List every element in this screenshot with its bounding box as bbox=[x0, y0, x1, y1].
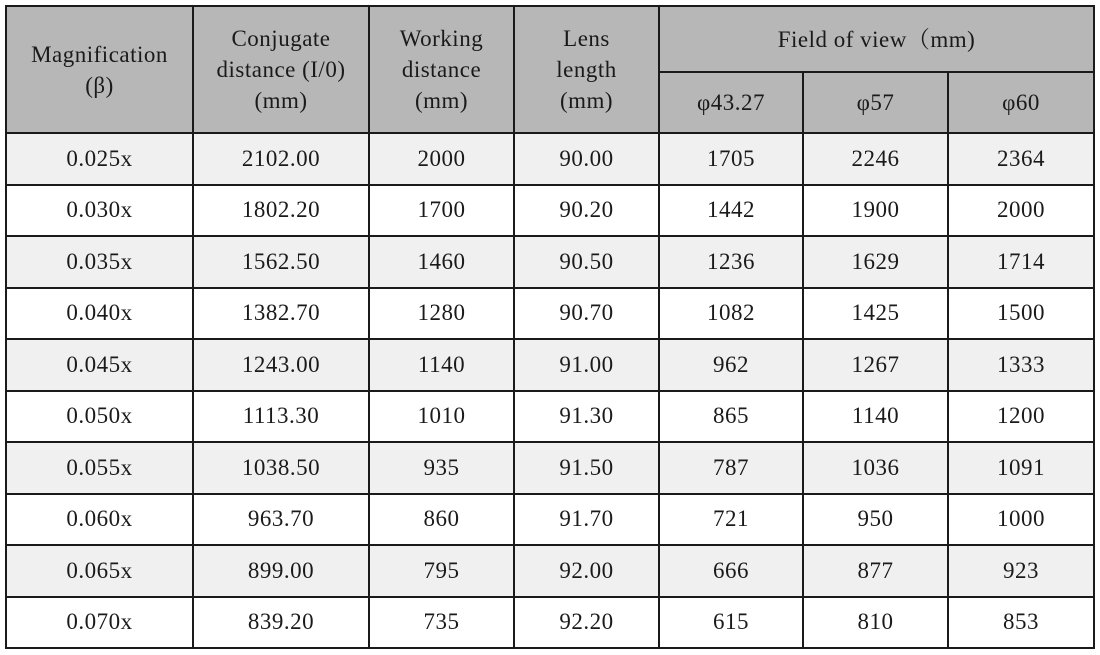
cell-lens-length: 92.00 bbox=[514, 545, 659, 597]
table-row bbox=[6, 133, 1094, 185]
cell-lens-length: 91.30 bbox=[514, 391, 659, 443]
cell-lens-length: 91.50 bbox=[514, 442, 659, 494]
cell-fov-60: 1200 bbox=[948, 391, 1094, 443]
cell-working-distance: 860 bbox=[369, 494, 514, 546]
cell-lens-length: 90.00 bbox=[514, 133, 659, 185]
cell-fov-60: 1091 bbox=[948, 442, 1094, 494]
header-field-of-view: Field of view（mm) bbox=[659, 6, 1094, 72]
cell-conjugate-distance: 1562.50 bbox=[193, 236, 369, 288]
cell-fov-57: 810 bbox=[803, 597, 948, 649]
header-conjugate-distance: Conjugate distance (I/0) (mm) bbox=[193, 6, 369, 133]
header-working-distance: Working distance (mm) bbox=[369, 6, 514, 133]
cell-fov-43: 666 bbox=[659, 545, 803, 597]
cell-magnification: 0.040x bbox=[6, 288, 193, 340]
cell-magnification: 0.055x bbox=[6, 442, 193, 494]
cell-working-distance: 935 bbox=[369, 442, 514, 494]
cell-working-distance: 2000 bbox=[369, 133, 514, 185]
cell-fov-57: 1036 bbox=[803, 442, 948, 494]
cell-fov-43: 1442 bbox=[659, 185, 803, 237]
cell-conjugate-distance: 899.00 bbox=[193, 545, 369, 597]
cell-fov-43: 615 bbox=[659, 597, 803, 649]
cell-magnification: 0.070x bbox=[6, 597, 193, 649]
cell-magnification: 0.050x bbox=[6, 391, 193, 443]
cell-fov-60: 2364 bbox=[948, 133, 1094, 185]
cell-fov-57: 877 bbox=[803, 545, 948, 597]
cell-fov-57: 1267 bbox=[803, 339, 948, 391]
cell-lens-length: 90.20 bbox=[514, 185, 659, 237]
cell-magnification: 0.025x bbox=[6, 133, 193, 185]
cell-working-distance: 1140 bbox=[369, 339, 514, 391]
cell-fov-57: 2246 bbox=[803, 133, 948, 185]
cell-fov-60: 1000 bbox=[948, 494, 1094, 546]
cell-fov-43: 1082 bbox=[659, 288, 803, 340]
cell-working-distance: 735 bbox=[369, 597, 514, 649]
cell-fov-57: 1425 bbox=[803, 288, 948, 340]
header-lens-length: Lens length (mm) bbox=[514, 6, 659, 133]
cell-fov-60: 1333 bbox=[948, 339, 1094, 391]
cell-fov-43: 962 bbox=[659, 339, 803, 391]
table-row bbox=[6, 597, 1094, 649]
cell-working-distance: 1460 bbox=[369, 236, 514, 288]
table-row bbox=[6, 442, 1094, 494]
cell-fov-43: 721 bbox=[659, 494, 803, 546]
cell-magnification: 0.045x bbox=[6, 339, 193, 391]
cell-conjugate-distance: 2102.00 bbox=[193, 133, 369, 185]
cell-lens-length: 92.20 bbox=[514, 597, 659, 649]
cell-fov-43: 787 bbox=[659, 442, 803, 494]
cell-magnification: 0.030x bbox=[6, 185, 193, 237]
table-row bbox=[6, 236, 1094, 288]
header-row-main bbox=[6, 6, 1094, 72]
header-fov-diameter-43: φ43.27 bbox=[659, 72, 803, 133]
cell-fov-43: 865 bbox=[659, 391, 803, 443]
cell-working-distance: 1280 bbox=[369, 288, 514, 340]
cell-fov-57: 1629 bbox=[803, 236, 948, 288]
cell-fov-57: 950 bbox=[803, 494, 948, 546]
cell-fov-60: 2000 bbox=[948, 185, 1094, 237]
table-row bbox=[6, 391, 1094, 443]
cell-fov-43: 1705 bbox=[659, 133, 803, 185]
cell-conjugate-distance: 839.20 bbox=[193, 597, 369, 649]
table-row bbox=[6, 288, 1094, 340]
cell-lens-length: 90.50 bbox=[514, 236, 659, 288]
table-row bbox=[6, 339, 1094, 391]
cell-fov-60: 853 bbox=[948, 597, 1094, 649]
cell-magnification: 0.060x bbox=[6, 494, 193, 546]
header-fov-diameter-57: φ57 bbox=[803, 72, 948, 133]
cell-conjugate-distance: 1113.30 bbox=[193, 391, 369, 443]
cell-working-distance: 795 bbox=[369, 545, 514, 597]
cell-working-distance: 1010 bbox=[369, 391, 514, 443]
header-fov-diameter-60: φ60 bbox=[948, 72, 1094, 133]
cell-conjugate-distance: 963.70 bbox=[193, 494, 369, 546]
cell-fov-60: 1714 bbox=[948, 236, 1094, 288]
table-row bbox=[6, 494, 1094, 546]
table-body bbox=[6, 133, 1094, 648]
cell-conjugate-distance: 1802.20 bbox=[193, 185, 369, 237]
table-row bbox=[6, 545, 1094, 597]
cell-lens-length: 91.70 bbox=[514, 494, 659, 546]
cell-fov-57: 1140 bbox=[803, 391, 948, 443]
cell-fov-57: 1900 bbox=[803, 185, 948, 237]
cell-fov-60: 923 bbox=[948, 545, 1094, 597]
cell-magnification: 0.035x bbox=[6, 236, 193, 288]
table-header bbox=[6, 6, 1094, 133]
cell-lens-length: 91.00 bbox=[514, 339, 659, 391]
cell-magnification: 0.065x bbox=[6, 545, 193, 597]
lens-spec-table bbox=[5, 5, 1095, 649]
table-row bbox=[6, 185, 1094, 237]
header-magnification: Magnification (β) bbox=[6, 6, 193, 133]
cell-conjugate-distance: 1382.70 bbox=[193, 288, 369, 340]
cell-fov-43: 1236 bbox=[659, 236, 803, 288]
cell-lens-length: 90.70 bbox=[514, 288, 659, 340]
cell-conjugate-distance: 1038.50 bbox=[193, 442, 369, 494]
cell-working-distance: 1700 bbox=[369, 185, 514, 237]
cell-conjugate-distance: 1243.00 bbox=[193, 339, 369, 391]
cell-fov-60: 1500 bbox=[948, 288, 1094, 340]
